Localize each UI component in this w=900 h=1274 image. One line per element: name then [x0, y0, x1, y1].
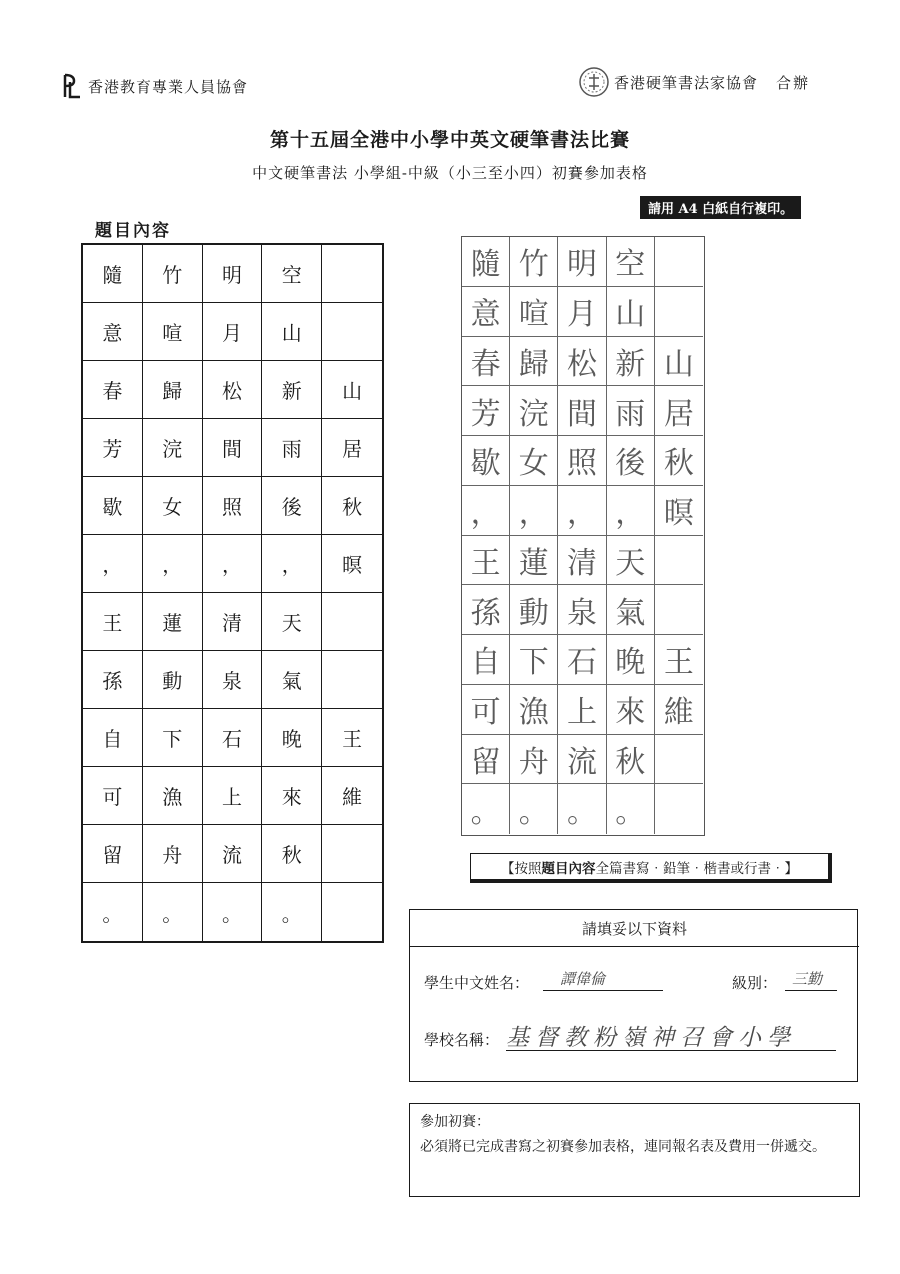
grid-cell: [655, 287, 703, 337]
grid-cell: 留: [83, 825, 143, 883]
model-text-grid: [81, 243, 384, 943]
grid-cell: 石: [558, 635, 606, 685]
grid-cell: 秋: [655, 436, 703, 486]
grade-field-line: [785, 990, 837, 991]
grid-cell: 舟: [510, 735, 558, 785]
grid-cell: 照: [203, 477, 263, 535]
grid-cell: 暝: [655, 486, 703, 536]
grid-cell: 山: [262, 303, 322, 361]
grid-cell: 孫: [462, 585, 510, 635]
grid-cell: 孫: [83, 651, 143, 709]
grid-cell: 竹: [143, 245, 203, 303]
topic-heading: 題目內容: [95, 221, 171, 241]
grid-cell: 王: [83, 593, 143, 651]
grid-cell: 雨: [607, 386, 655, 436]
submission-note-box: [409, 1103, 860, 1197]
grid-cell: 氣: [262, 651, 322, 709]
grid-cell: 歇: [83, 477, 143, 535]
grid-cell: 秋: [607, 735, 655, 785]
grid-cell: [322, 883, 382, 941]
grid-cell: 晚: [262, 709, 322, 767]
grid-cell: 自: [83, 709, 143, 767]
grid-cell: 後: [262, 477, 322, 535]
school-value: 基督教粉嶺神召會小學: [506, 1025, 796, 1051]
grid-cell: [655, 237, 703, 287]
grid-cell: 晚: [607, 635, 655, 685]
grid-cell: 。: [83, 883, 143, 941]
page-title: 第十五屆全港中小學中英文硬筆書法比賽: [269, 129, 630, 151]
grid-cell: 歸: [143, 361, 203, 419]
grid-cell: ，: [510, 486, 558, 536]
grid-cell: 新: [607, 337, 655, 387]
grid-cell: 可: [462, 685, 510, 735]
grid-cell: 動: [510, 585, 558, 635]
grid-cell: 芳: [462, 386, 510, 436]
instruction-bold: 題目內容: [541, 860, 596, 877]
grid-cell: 竹: [510, 237, 558, 287]
grid-cell: 浣: [143, 419, 203, 477]
note-text: 必須將已完成書寫之初賽參加表格，連同報名表及費用一併遞交。: [420, 1139, 826, 1155]
grid-cell: 來: [262, 767, 322, 825]
grid-cell: [655, 536, 703, 586]
grid-cell: [322, 245, 382, 303]
grid-cell: ，: [143, 535, 203, 593]
grid-cell: 蓮: [143, 593, 203, 651]
grid-cell: 暝: [322, 535, 382, 593]
grade-label: 級別：: [732, 974, 778, 992]
grid-cell: 。: [462, 784, 510, 834]
grid-cell: 明: [203, 245, 263, 303]
grid-cell: 天: [262, 593, 322, 651]
grid-cell: 女: [143, 477, 203, 535]
grid-cell: 清: [558, 536, 606, 586]
grid-cell: 泉: [558, 585, 606, 635]
grid-cell: 石: [203, 709, 263, 767]
grid-cell: 。: [143, 883, 203, 941]
grid-cell: 下: [510, 635, 558, 685]
grid-cell: [322, 651, 382, 709]
grid-cell: 維: [655, 685, 703, 735]
grid-cell: 山: [607, 287, 655, 337]
grid-cell: ，: [203, 535, 263, 593]
grid-cell: 照: [558, 436, 606, 486]
grid-cell: 流: [558, 735, 606, 785]
grid-cell: ，: [462, 486, 510, 536]
instruction-open: 【按照: [501, 860, 542, 877]
grade-value: 三勤: [792, 970, 823, 988]
grid-cell: 上: [203, 767, 263, 825]
grid-cell: 漁: [510, 685, 558, 735]
grid-cell: 間: [558, 386, 606, 436]
name-value: 譚偉倫: [560, 970, 606, 988]
grid-cell: 山: [655, 337, 703, 387]
grid-cell: 維: [322, 767, 382, 825]
grid-cell: ，: [558, 486, 606, 536]
grid-cell: 流: [203, 825, 263, 883]
grid-cell: 舟: [143, 825, 203, 883]
grid-cell: 。: [558, 784, 606, 834]
practice-writing-grid: [461, 236, 705, 836]
grid-cell: 王: [462, 536, 510, 586]
name-field-line: [543, 990, 663, 991]
name-label: 學生中文姓名：: [424, 974, 530, 992]
grid-cell: 可: [83, 767, 143, 825]
association-seal-icon: [578, 66, 610, 98]
grid-cell: 歇: [462, 436, 510, 486]
grid-cell: 蓮: [510, 536, 558, 586]
grid-cell: 歸: [510, 337, 558, 387]
grid-cell: 月: [203, 303, 263, 361]
grid-cell: 。: [607, 784, 655, 834]
grid-cell: 。: [203, 883, 263, 941]
grid-cell: ，: [83, 535, 143, 593]
student-info-box: [409, 909, 858, 1082]
grid-cell: 女: [510, 436, 558, 486]
writing-instruction: [470, 853, 832, 883]
grid-cell: [655, 585, 703, 635]
grid-cell: ，: [262, 535, 322, 593]
grid-cell: [655, 784, 703, 834]
grid-cell: 芳: [83, 419, 143, 477]
instruction-rest: 全篇書寫‧鉛筆‧楷書或行書‧】: [595, 860, 798, 877]
grid-cell: 松: [203, 361, 263, 419]
org-right-name: 香港硬筆書法家協會: [614, 73, 759, 92]
grid-cell: 隨: [462, 237, 510, 287]
copy-note-badge: 請用 A4 白紙自行複印。: [640, 196, 801, 219]
grid-cell: 松: [558, 337, 606, 387]
association-logo-icon: [60, 72, 84, 100]
note-heading: 參加初賽：: [420, 1114, 490, 1130]
grid-cell: 秋: [322, 477, 382, 535]
grid-cell: 王: [322, 709, 382, 767]
grid-cell: 空: [607, 237, 655, 287]
grid-cell: 浣: [510, 386, 558, 436]
grid-cell: 山: [322, 361, 382, 419]
grid-cell: [322, 303, 382, 361]
grid-cell: 春: [462, 337, 510, 387]
page-subtitle: 中文硬筆書法 小學組-中級（小三至小四）初賽參加表格: [252, 164, 648, 182]
grid-cell: 空: [262, 245, 322, 303]
grid-cell: 居: [655, 386, 703, 436]
organizer-left: [60, 72, 248, 100]
grid-cell: 天: [607, 536, 655, 586]
grid-cell: 居: [322, 419, 382, 477]
grid-cell: 間: [203, 419, 263, 477]
org-left-name: 香港教育專業人員協會: [88, 77, 249, 96]
grid-cell: 明: [558, 237, 606, 287]
co-host-label: 合辦: [776, 73, 811, 92]
grid-cell: 。: [262, 883, 322, 941]
grid-cell: 後: [607, 436, 655, 486]
grid-cell: 喧: [143, 303, 203, 361]
grid-cell: 秋: [262, 825, 322, 883]
grid-cell: 下: [143, 709, 203, 767]
grid-cell: 動: [143, 651, 203, 709]
grid-cell: 自: [462, 635, 510, 685]
grid-cell: 漁: [143, 767, 203, 825]
grid-cell: 留: [462, 735, 510, 785]
grid-cell: 泉: [203, 651, 263, 709]
grid-cell: 。: [510, 784, 558, 834]
grid-cell: 新: [262, 361, 322, 419]
organizer-right: [578, 66, 810, 98]
grid-cell: ，: [607, 486, 655, 536]
grid-cell: 隨: [83, 245, 143, 303]
grid-cell: [322, 825, 382, 883]
info-heading: 請填妥以下資料: [581, 920, 687, 938]
info-divider: [410, 946, 859, 947]
grid-cell: 喧: [510, 287, 558, 337]
grid-cell: 氣: [607, 585, 655, 635]
grid-cell: 來: [607, 685, 655, 735]
grid-cell: 春: [83, 361, 143, 419]
grid-cell: 意: [83, 303, 143, 361]
school-label: 學校名稱：: [424, 1031, 500, 1049]
grid-cell: 雨: [262, 419, 322, 477]
grid-cell: 意: [462, 287, 510, 337]
grid-cell: 月: [558, 287, 606, 337]
school-field-line: [506, 1050, 836, 1051]
grid-cell: 上: [558, 685, 606, 735]
grid-cell: 清: [203, 593, 263, 651]
grid-cell: [322, 593, 382, 651]
grid-cell: 王: [655, 635, 703, 685]
grid-cell: [655, 735, 703, 785]
